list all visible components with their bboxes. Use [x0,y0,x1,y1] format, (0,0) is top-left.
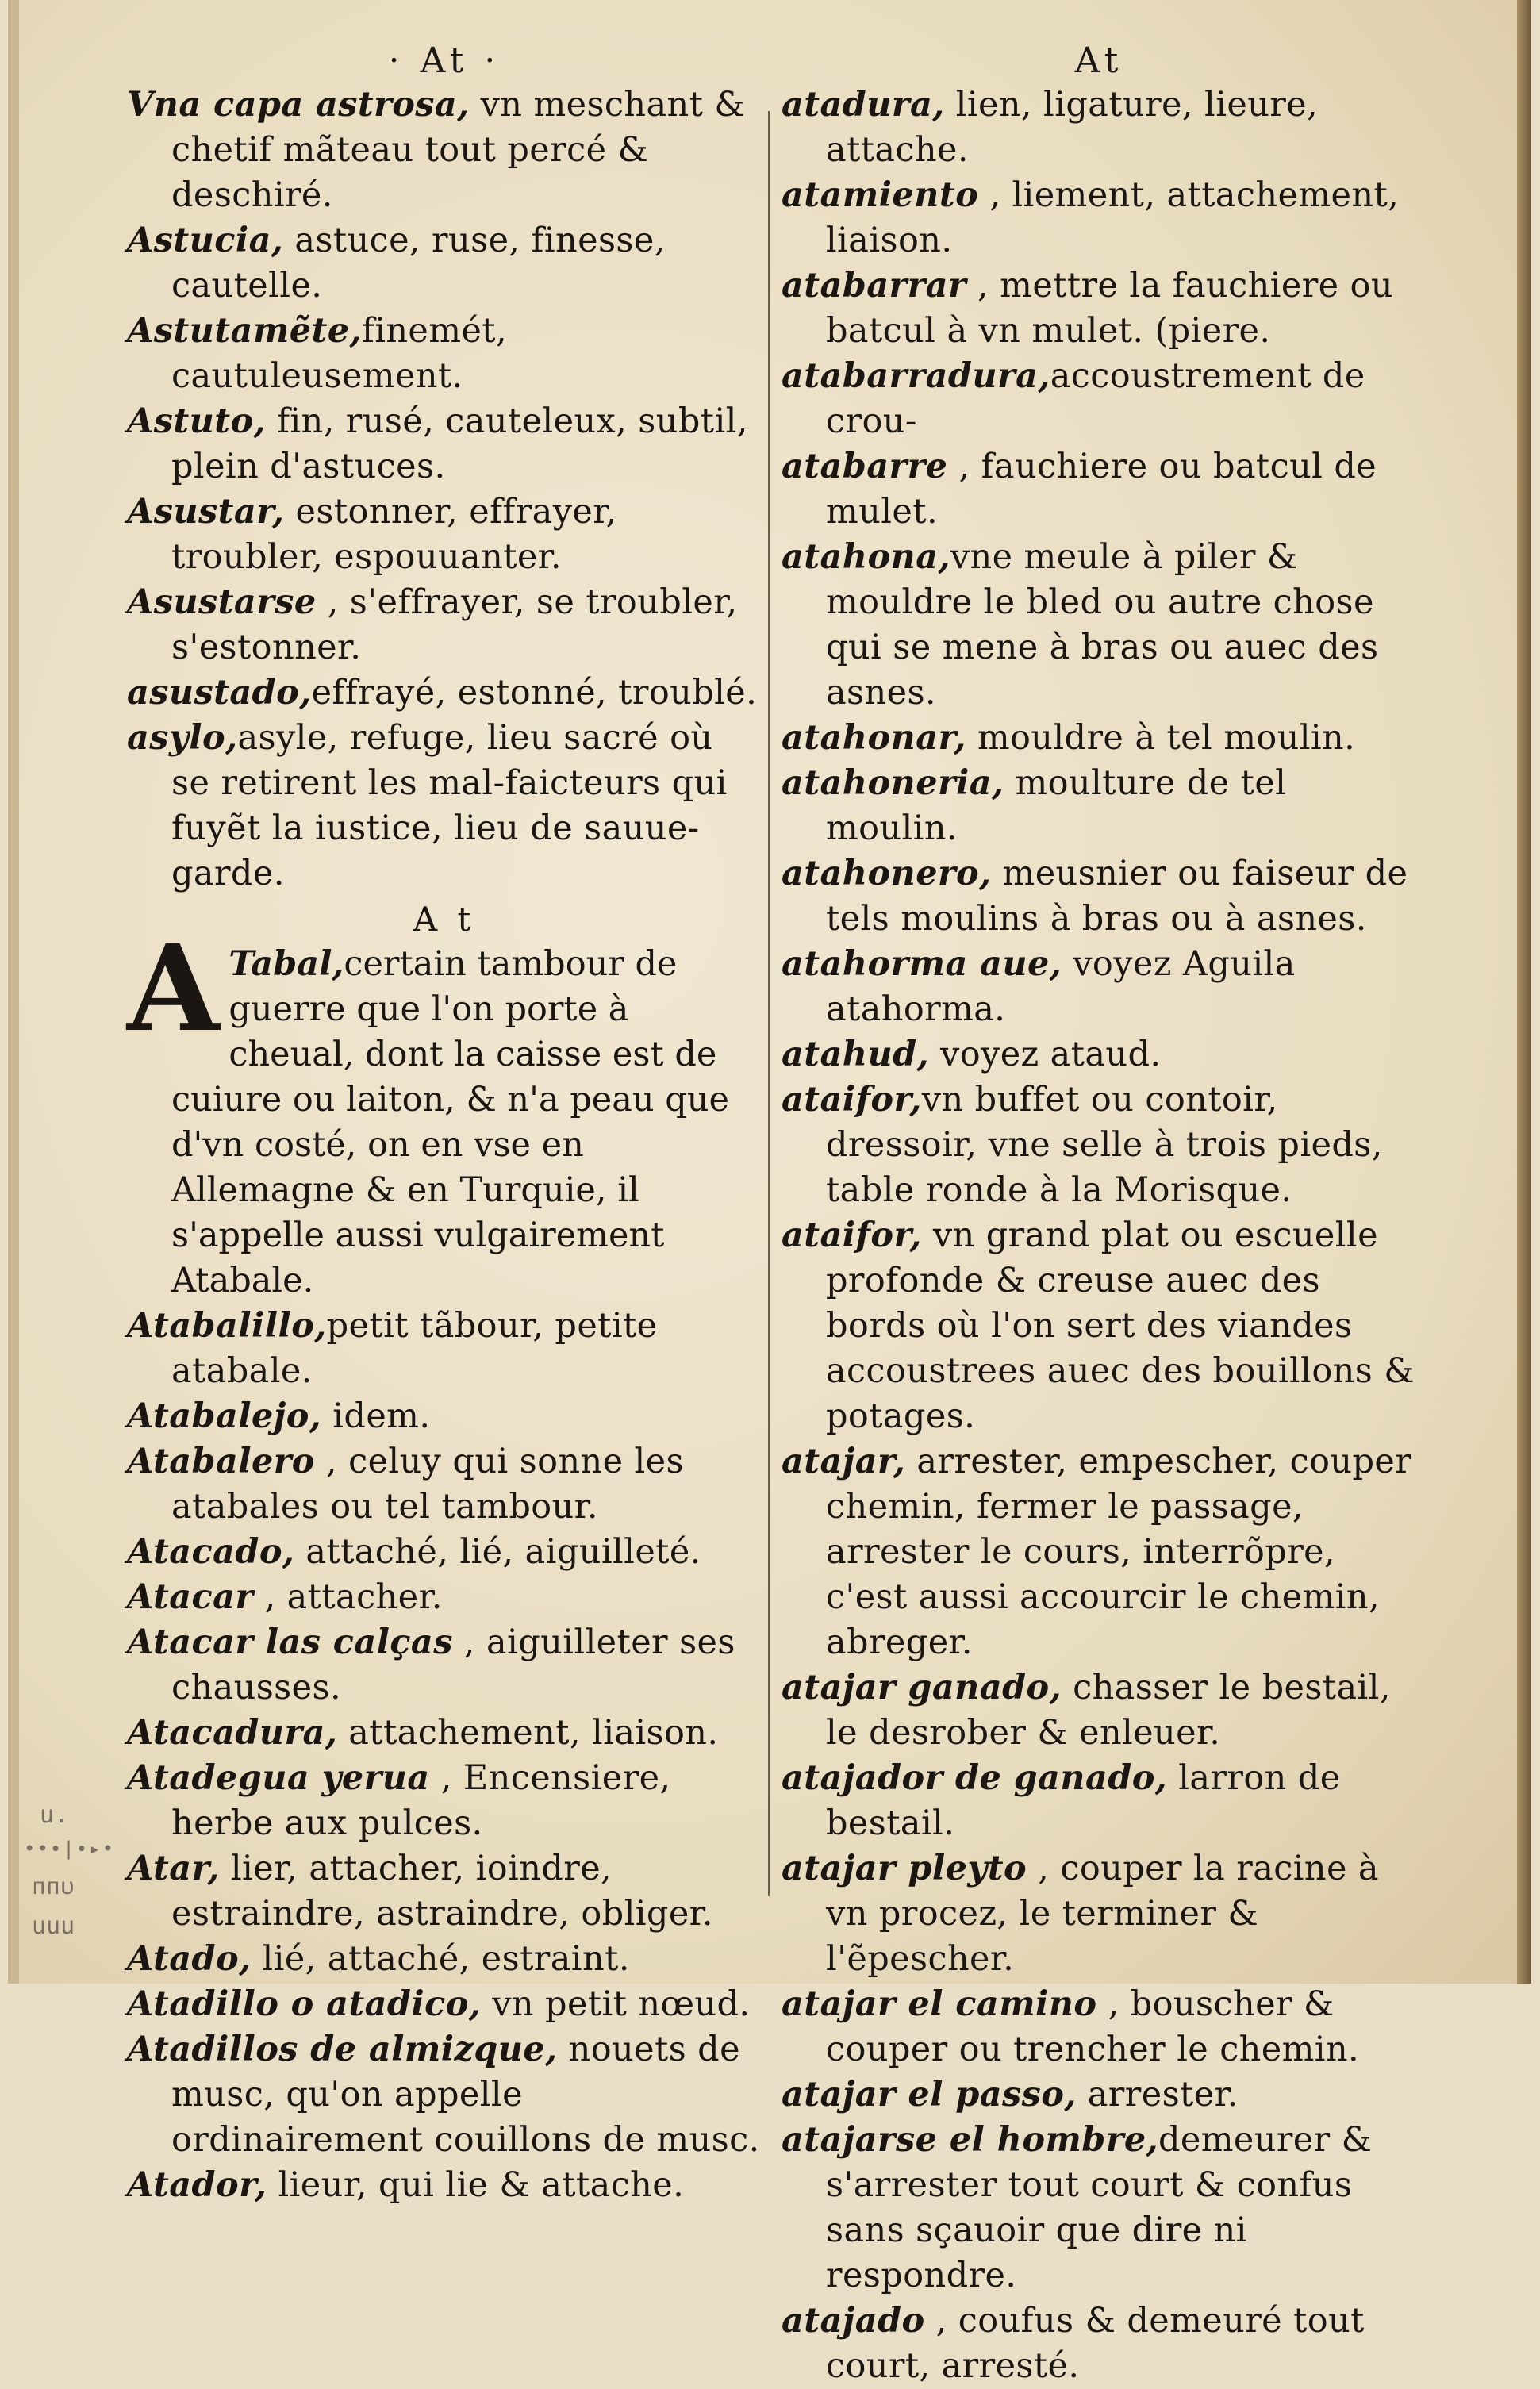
entry-headword: Atabalejo, [127,1396,322,1436]
margin-mark: uuu [32,1912,75,1940]
entry-headword: Atacar las calças [127,1623,453,1662]
dictionary-entry [127,399,762,490]
dictionary-entry [127,309,762,399]
left-column [127,40,762,2208]
dropcap-entry [127,919,762,1304]
entry-headword: Atado, [127,1939,252,1979]
entry-headword: atadura, [782,85,945,125]
entry-headword: Atadegua yerua [127,1758,430,1798]
entry-headword: Atacado, [127,1532,295,1572]
entry-definition: , attacher. [253,1577,443,1617]
entry-definition: moulture de tel moulin. [826,763,1287,848]
entry-headword: Atabalillo, [127,1306,327,1346]
dictionary-entry [782,1213,1416,1439]
dictionary-entry [782,173,1416,263]
entry-headword: Asustar, [127,492,285,532]
entry-definition: , mettre la fauchiere ou batcul à vn mulet. (piere. [826,266,1393,351]
dictionary-entry [127,83,762,218]
entry-definition: estonner, effrayer, troubler, espouuanter. [171,492,617,577]
entry-definition: asyle, refuge, lieu sacré où se retirent les mal-faicteurs qui fuyẽt la iustice, lieu de sauue-garde. [171,718,728,893]
entry-definition: , bouscher & couper ou trencher le chemin. [826,1984,1360,2069]
entry-definition: lié, attaché, estraint. [251,1939,630,1979]
entry-headword: atahona, [782,537,950,577]
entry-definition: fin, rusé, cauteleux, subtil, plein d'astuces. [171,401,748,486]
dictionary-entry [782,1439,1416,1665]
left-running-head: · At · [388,40,501,81]
dictionary-entry [127,1937,762,1982]
entry-headword: Atadillo o atadico, [127,1984,482,2024]
left-entries-before [127,83,762,897]
entry-headword: asustado, [127,673,312,712]
entry-headword: atajado [782,2301,925,2341]
dictionary-entry [127,1846,762,1937]
dictionary-entry [782,1665,1416,1756]
entry-headword: Atacar [127,1577,254,1617]
entry-definition: larron de bestail. [826,1758,1341,1843]
entry-headword: atajar ganado, [782,1668,1062,1707]
dictionary-entry [782,263,1416,354]
entry-definition: attachement, liaison. [337,1713,719,1753]
entry-headword: atahud, [782,1035,929,1074]
dictionary-entry [782,2299,1416,2389]
entry-definition: , Encensiere, herbe aux pulces. [171,1758,671,1843]
entry-definition: attaché, lié, aiguilleté. [294,1532,701,1572]
scan-left-edge [8,0,19,1984]
entry-definition: , coufus & demeuré tout court, arresté. [826,2301,1365,2386]
entry-headword: atabarradura, [782,356,1050,396]
entry-headword: atajarse el hombre, [782,2120,1158,2160]
entry-definition: finemét, cautuleusement. [171,311,508,396]
dictionary-entry [782,851,1416,942]
entry-headword: atajador de ganado, [782,1758,1168,1798]
entry-headword: Atacadura, [127,1713,338,1753]
entry-definition: nouets de musc, qu'on appelle ordinairement couillons de musc. [171,2030,760,2160]
right-entries [782,83,1416,2389]
dictionary-entry [782,716,1416,761]
entry-definition: arrester. [1076,2075,1239,2114]
entry-headword: atahorma aue, [782,944,1062,984]
column-divider [768,111,770,1896]
book-page [8,0,1531,2386]
entry-headword: Atabalero [127,1442,315,1481]
dictionary-entry [782,942,1416,1032]
entry-definition: lien, ligature, lieure, attache. [826,85,1319,170]
entry-definition: vne meule à piler & mouldre le bled ou autre chose qui se mene à bras ou auec des asnes. [826,537,1379,712]
dictionary-entry [127,716,762,897]
entry-definition: arrester, empescher, couper chemin, fermer le passage, arrester le cours, interrõpre, c'est aussi accourcir le chemin, abreger. [826,1442,1412,1662]
dictionary-entry [127,580,762,670]
margin-mark: u. [40,1801,69,1829]
dictionary-entry [782,83,1416,173]
entry-definition: certain tambour de guerre que l'on porte à cheual, dont la caisse est de cuiure ou laiton, & n'a peau que d'vn costé, on en vse en Allemagne & en Turquie, il s'appelle aussi vulgairement Atabale. [171,944,729,1300]
entry-definition: , aiguilleter ses chausses. [171,1623,735,1707]
entry-headword: asylo, [127,718,238,758]
dictionary-entry [127,1575,762,1620]
entry-definition: vn petit nœud. [481,1984,751,2024]
entry-definition: effrayé, estonné, troublé. [311,673,758,712]
entry-definition: voyez ataud. [928,1035,1162,1074]
entry-definition: vn meschant & chetif mãteau tout percé & deschiré. [171,85,746,215]
dictionary-entry [127,1756,762,1846]
entry-definition: , couper la racine à vn procez, le terminer & l'ẽpescher. [826,1849,1379,1979]
entry-definition: lier, attacher, ioindre, estraindre, astraindre, obliger. [171,1849,713,1934]
dictionary-entry [782,2072,1416,2118]
entry-definition: vn buffet ou contoir, dressoir, vne selle à trois pieds, table ronde à la Morisque. [826,1080,1383,1210]
dictionary-entry [782,1032,1416,1077]
entry-definition: vn grand plat ou escuelle profonde & creuse auec des bords où l'on sert des viandes accoustrees auec des bouillons & potages. [826,1216,1415,1436]
entry-definition: petit tãbour, petite atabale. [171,1306,658,1391]
dictionary-entry [782,1756,1416,1846]
section-heading: A t [413,900,476,939]
dictionary-entry [127,1620,762,1711]
dictionary-entry [127,1982,762,2027]
dictionary-entry [127,2027,762,2163]
entry-headword: atajar pleyto [782,1849,1027,1888]
entry-definition: meusnier ou faiseur de tels moulins à bras ou à asnes. [826,854,1408,939]
entry-definition: , liement, attachement, liaison. [826,175,1400,260]
dictionary-entry [782,354,1416,444]
dictionary-entry [127,1711,762,1756]
dictionary-entry [127,1530,762,1575]
dictionary-entry [782,1077,1416,1213]
entry-headword: atajar, [782,1442,906,1481]
dictionary-entry [127,1394,762,1439]
entry-headword: Astuto, [127,401,267,441]
left-entries-after [127,1304,762,2208]
entry-headword: atajar el camino [782,1984,1097,2024]
right-column [782,40,1416,2389]
entry-definition: astuce, ruse, finesse, cautelle. [171,221,666,305]
dictionary-entry [782,535,1416,716]
entry-definition: accoustrement de crou- [826,356,1365,441]
margin-mark: ᴨᴨᴜ [32,1872,75,1900]
dictionary-entry [782,761,1416,851]
dictionary-entry [127,218,762,309]
entry-definition: , s'effrayer, se troubler, s'estonner. [171,582,738,667]
entry-headword: ataifor, [782,1080,922,1120]
right-running-head: At [1074,40,1123,81]
entry-headword: Vna capa astrosa, [127,85,470,125]
dictionary-entry [782,1846,1416,1982]
entry-headword: Atar, [127,1849,220,1888]
entry-definition: , fauchiere ou batcul de mulet. [826,447,1377,532]
entry-definition: mouldre à tel moulin. [966,718,1356,758]
dictionary-entry [127,2163,762,2208]
entry-headword: Tabal, [229,944,344,984]
entry-definition: demeurer & s'arrester tout court & confus sans sçauoir que dire ni respondre. [826,2120,1373,2295]
dictionary-entry [127,1439,762,1530]
entry-headword: Atador, [127,2165,267,2205]
entry-headword: Atadillos de almizque, [127,2030,558,2069]
dictionary-entry [127,670,762,716]
entry-headword: ataifor, [782,1216,922,1255]
entry-definition: lieur, qui lie & attache. [267,2165,685,2205]
entry-headword: atabarrar [782,266,966,305]
entry-definition: , celuy qui sonne les atabales ou tel tambour. [171,1442,684,1527]
dictionary-entry [782,1982,1416,2072]
entry-headword: atamiento [782,175,979,215]
dictionary-entry [127,1304,762,1394]
scan-right-edge [1517,0,1531,1984]
entry-definition: chasser le bestail, le desrober & enleuer. [826,1668,1391,1753]
entry-headword: atahoneria, [782,763,1004,803]
dictionary-entry [782,2118,1416,2299]
entry-headword: atahonar, [782,718,966,758]
entry-headword: atahonero, [782,854,992,893]
entry-headword: atajar el passo, [782,2075,1077,2114]
dictionary-entry [127,490,762,580]
entry-headword: Astucia, [127,221,284,260]
entry-definition: voyez Aguila atahorma. [826,944,1296,1029]
dictionary-entry [782,444,1416,535]
entry-definition: idem. [321,1396,431,1436]
entry-headword: atabarre [782,447,948,486]
margin-mark: ••∙|∙▸• [24,1838,116,1860]
entry-headword: Astutamẽte, [127,311,362,351]
drop-cap-letter: A [127,919,220,1058]
entry-headword: Asustarse [127,582,317,622]
